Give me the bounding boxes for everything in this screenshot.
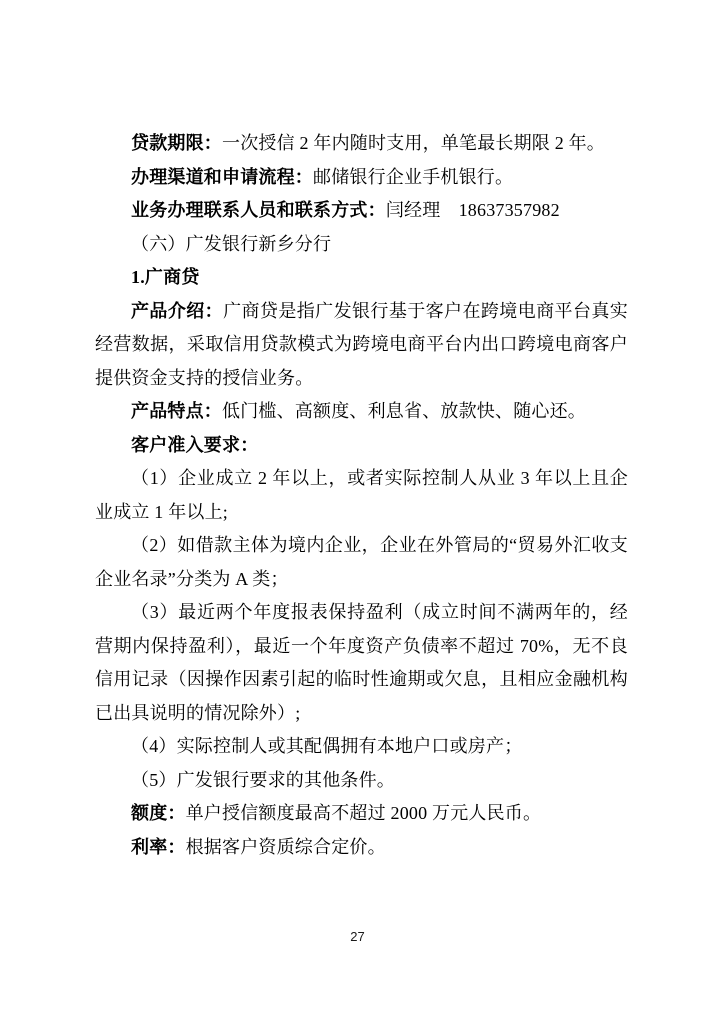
contact-label: 业务办理联系人员和联系方式： xyxy=(131,200,386,220)
requirement-item-3: （3）最近两个年度报表保持盈利（成立时间不满两年的，经营期内保持盈利），最近一个年度资产负债率不超过 70%，无不良信用记录（因操作因素引起的临时性逾期或欠息，且相应金融机构已出具说明的情况除外）; xyxy=(95,602,628,723)
credit-limit-label: 额度： xyxy=(131,803,186,823)
paragraph-credit-limit xyxy=(95,797,628,831)
heading-product-name: 1.广商贷 xyxy=(131,267,200,287)
access-requirements-label: 客户准入要求： xyxy=(131,434,259,455)
credit-limit-value: 单户授信额度最高不超过 2000 万元人民币。 xyxy=(185,803,542,823)
paragraph-interest-rate xyxy=(95,831,628,865)
product-features-value: 低门槛、高额度、利息省、放款快、随心还。 xyxy=(222,401,586,421)
page-footer xyxy=(0,929,715,944)
paragraph-product-intro xyxy=(95,295,628,396)
product-features-label: 产品特点： xyxy=(131,401,222,421)
paragraph-contact xyxy=(95,194,628,228)
document-content xyxy=(95,127,628,864)
interest-rate-value: 根据客户资质综合定价。 xyxy=(185,836,386,857)
heading-bank-section: （六）广发银行新乡分行 xyxy=(131,233,332,254)
requirement-item-4: （4）实际控制人或其配偶拥有本地户口或房产； xyxy=(131,736,523,756)
requirement-item-5: （5）广发银行要求的其他条件。 xyxy=(131,769,395,790)
application-channel-label: 办理渠道和申请流程： xyxy=(131,166,313,187)
paragraph-access-requirements xyxy=(95,429,628,463)
product-intro-label: 产品介绍： xyxy=(131,300,224,321)
loan-term-label: 贷款期限： xyxy=(131,133,222,153)
paragraph-loan-term xyxy=(95,127,628,161)
loan-term-value: 一次授信 2 年内随时支用，单笔最长期限 2 年。 xyxy=(222,133,605,153)
application-channel-value: 邮储银行企业手机银行。 xyxy=(313,166,514,187)
contact-value: 闫经理 18637357982 xyxy=(385,200,560,220)
interest-rate-label: 利率： xyxy=(131,836,186,857)
page-number: 27 xyxy=(350,929,365,944)
requirement-item-1: （1）企业成立 2 年以上，或者实际控制人从业 3 年以上且企业成立 1 年以上; xyxy=(95,468,628,522)
product-intro-value: 广商贷是指广发银行基于客户在跨境电商平台真实经营数据，采取信用贷款模式为跨境电商平台内出口跨境电商客户提供资金支持的授信业务。 xyxy=(95,300,628,388)
paragraph-product-features xyxy=(95,395,628,429)
requirement-item-2: （2）如借款主体为境内企业，企业在外管局的“贸易外汇收支企业名录”分类为 A 类； xyxy=(95,535,628,589)
paragraph-application-channel xyxy=(95,161,628,195)
